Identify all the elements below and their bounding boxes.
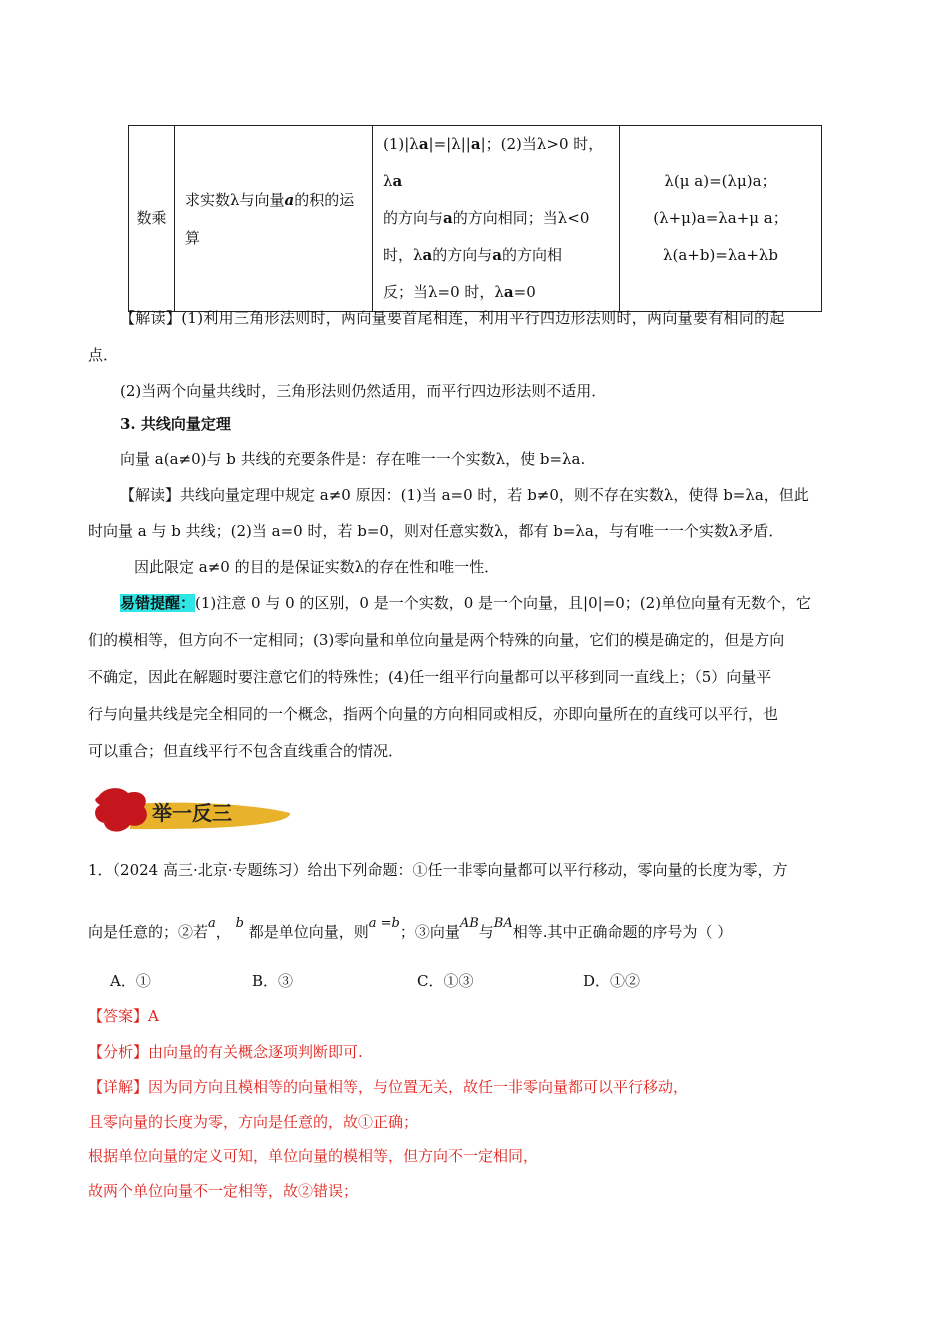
- definition-text: 求实数λ与向量: [185, 190, 285, 209]
- detail-line: 【详解】因为同方向且模相等的向量相等，与位置无关，故任一非零向量都可以平行移动，: [88, 1078, 689, 1096]
- vector-a: a: [492, 246, 502, 264]
- detail-line: 故两个单位向量不一定相等，故②错误；: [88, 1182, 359, 1200]
- vector-a: a: [503, 283, 514, 301]
- question-text: 与: [478, 923, 494, 941]
- question-text: 相等.其中正确命题的序号为（ ）: [512, 923, 733, 941]
- theorem-note-line: 因此限定 a≠0 的目的是保证实数λ的存在性和唯一性．: [134, 558, 500, 576]
- vector-a: a: [418, 135, 429, 153]
- option-d: D．①②: [583, 972, 641, 990]
- section-title: 3. 共线向量定理: [120, 415, 231, 433]
- question-text: 都是单位向量，则: [248, 923, 369, 941]
- option-c: C．①③: [417, 972, 474, 990]
- analysis-line: 【分析】由向量的有关概念逐项判断即可.: [88, 1043, 363, 1061]
- rule-text: |；(2)当λ>0 时，λ: [383, 135, 604, 190]
- theorem-note-line: 时向量 a 与 b 共线；(2)当 a=0 时，若 b=0，则对任意实数λ，都有 b=λa，与有唯一一个实数λ矛盾．: [88, 522, 784, 540]
- rules-cell: [373, 126, 620, 312]
- symbol-a: a: [208, 916, 216, 931]
- note-paragraph-2: (2)当两个向量共线时，三角形法则仍然适用，而平行四边形法则不适用．: [120, 382, 607, 400]
- question-line: 1．（2024 高三·北京·专题练习）给出下列命题：①任一非零向量都可以平行移动，零向量的长度为零，方: [88, 861, 788, 879]
- vector-a: a: [392, 172, 403, 190]
- symbol-b: b: [235, 916, 244, 931]
- symbol-a-equals-b: a =b: [368, 916, 400, 931]
- vector-a: a: [284, 190, 295, 209]
- badge-title: 举一反三: [152, 801, 232, 825]
- operation-name-cell: [129, 126, 175, 312]
- theorem-note-line: 【解读】共线向量定理中规定 a≠0 原因：(1)当 a=0 时，若 b≠0，则不存在实数λ，使得 b=λa，但此: [120, 486, 809, 504]
- table-row: [129, 126, 822, 312]
- note-paragraph-1: 【解读】(1)利用三角形法则时，两向量要首尾相连，利用平行四边形法则时，两向量要有相同的起: [120, 309, 785, 327]
- rule-text: =0: [513, 283, 536, 301]
- tips-line: 可以重合；但直线平行不包含直线重合的情况．: [88, 742, 404, 760]
- rule-text: |=|λ||: [428, 135, 471, 153]
- detail-line: 且零向量的长度为零，方向是任意的，故①正确；: [88, 1113, 419, 1131]
- definition-text: 的积的运算: [185, 190, 355, 247]
- rule-text: 的方向相: [502, 246, 563, 264]
- law-line: λ(μ a)=(λμ)a；: [664, 172, 777, 190]
- vector-a: a: [470, 135, 481, 153]
- tips-line: 不确定，因此在解题时要注意它们的特殊性；(4)任一组平行向量都可以平移到同一直线上；（5）向量平: [88, 668, 772, 686]
- tips-line: 行与向量共线是完全相同的一个概念，指两个向量的方向相同或相反，亦即向量所在的直线可以平行，也: [88, 705, 779, 723]
- vector-a: a: [443, 209, 453, 227]
- rule-text: 的方向与: [432, 246, 493, 264]
- question-text: 向是任意的；②若: [88, 923, 209, 941]
- section-badge: [90, 783, 295, 838]
- rule-text: 时，λ: [383, 246, 423, 264]
- question-text: ；③向量: [399, 923, 460, 941]
- law-line: λ(a+b)=λa+λb: [662, 246, 779, 264]
- laws-cell: [620, 126, 822, 312]
- rule-line: [383, 237, 609, 274]
- theorem-statement: 向量 a(a≠0)与 b 共线的充要条件是：存在唯一一个实数λ，使 b=λa.: [120, 450, 586, 468]
- rule-text: 反；当λ=0 时，λ: [383, 283, 504, 301]
- tips-line: [120, 593, 811, 613]
- rule-text: (1)|λ: [383, 135, 419, 153]
- option-a: A．①: [110, 972, 151, 990]
- rule-text: 的方向与: [383, 209, 444, 227]
- answer-line: 【答案】A: [88, 1007, 159, 1025]
- note-paragraph-1-end: 点．: [88, 346, 119, 364]
- rule-line: [383, 274, 609, 311]
- option-b: B．③: [252, 972, 294, 990]
- rule-text: 的方向相同；当λ<0: [452, 209, 590, 227]
- symbol-AB: AB: [459, 916, 479, 931]
- detail-line: 根据单位向量的定义可知，单位向量的模相等，但方向不一定相同，: [88, 1147, 539, 1165]
- rule-line: [383, 126, 609, 200]
- vector-a: a: [422, 246, 433, 264]
- operation-table: [128, 125, 822, 312]
- tips-line: 们的模相等，但方向不一定相同；(3)零向量和单位向量是两个特殊的向量，它们的模是确定的，但是方向: [88, 631, 785, 649]
- definition-cell: [175, 126, 373, 312]
- operation-name: 数乘: [136, 209, 167, 227]
- rule-line: [383, 200, 609, 237]
- symbol-BA: BA: [493, 916, 513, 931]
- question-line: [88, 916, 733, 944]
- tips-label: 易错提醒：: [120, 594, 196, 612]
- question-text: ，: [215, 923, 231, 941]
- law-line: (λ+μ)a=λa+μ a；: [653, 209, 788, 227]
- tips-text: (1)注意 0 与 0 的区别，0 是一个实数，0 是一个向量，且|0|=0；(2)单位向量有无数个，它: [195, 594, 812, 612]
